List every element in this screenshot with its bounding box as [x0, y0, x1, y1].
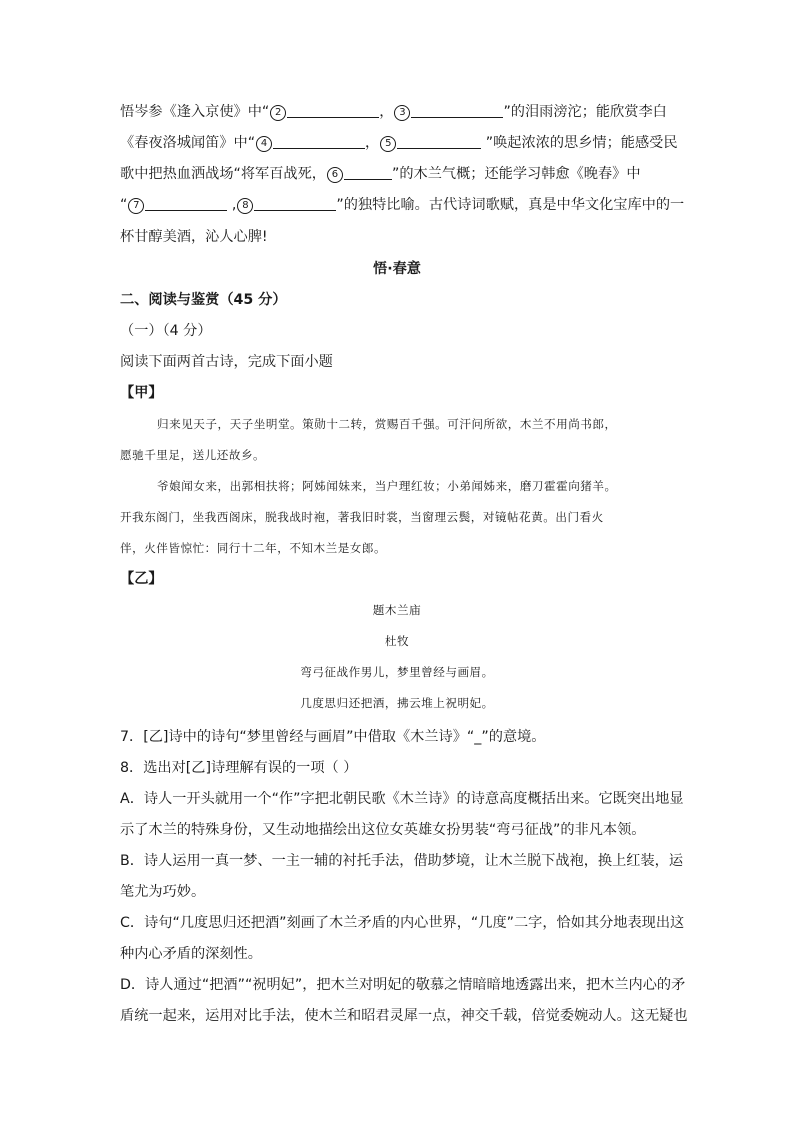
intro-line-3 — [120, 164, 641, 184]
option-a-line: 示了木兰的特殊身份，又生动地描绘出这位女英雄女扮男装“弯弓征战”的非凡本领。 — [120, 822, 646, 838]
jia-label: 【甲】 — [120, 385, 163, 401]
text: ， — [365, 135, 380, 151]
circled-number: 6 — [327, 167, 343, 183]
text: “ — [120, 197, 128, 213]
poem-author: 杜牧 — [384, 634, 410, 648]
jia-line: 伴，火伴皆惊忙：同行十二年，不知木兰是女郎。 — [120, 541, 387, 555]
answer-blank[interactable] — [145, 196, 227, 211]
jia-line: 开我东阁门，坐我西阁床，脱我战时袍，著我旧时裳，当窗理云鬓，对镜帖花黄。出门看火 — [120, 510, 604, 524]
circled-number: 7 — [128, 198, 144, 214]
yi-label: 【乙】 — [120, 571, 163, 587]
answer-blank[interactable] — [273, 134, 365, 149]
answer-blank[interactable] — [397, 134, 481, 149]
circled-number: 2 — [270, 105, 286, 121]
jia-line: 归来见天子，天子坐明堂。策勋十二转，赏赐百千强。可汗问所欲，木兰不用尚书郎， — [157, 417, 617, 431]
option-c-line[interactable]: C．诗句“几度思归还把酒”刻画了木兰矛盾的内心世界，“几度”二字，恰如其分地表现出这 — [120, 915, 685, 931]
part-heading: 二、阅读与鉴赏（45 分） — [120, 292, 287, 308]
question-8: 8．选出对[乙]诗理解有误的一项（ ） — [120, 760, 358, 776]
intro-line-2 — [120, 133, 678, 153]
instruction: 阅读下面两首古诗，完成下面小题 — [120, 354, 333, 370]
option-a-line[interactable]: A．诗人一开头就用一个“作”字把北朝民歌《木兰诗》的诗意高度概括出来。它既突出地显 — [120, 791, 684, 807]
intro-line-4 — [120, 195, 684, 215]
text: 悟岑参《逢入京使》中“ — [120, 104, 270, 120]
text: ”的木兰气概；还能学习韩愈《晚春》中 — [391, 166, 641, 182]
option-d-line: 盾统一起来，运用对比手法，使木兰和昭君灵犀一点，神交千载，倍觉委婉动人。这无疑也 — [120, 1008, 688, 1024]
circled-number: 5 — [380, 136, 396, 152]
text: 歌中把热血洒战场“将军百战死， — [120, 166, 326, 182]
sub-heading: （一）（4 分） — [120, 323, 212, 339]
answer-blank[interactable] — [344, 165, 392, 180]
option-c-line: 种内心矛盾的深刻性。 — [120, 946, 262, 962]
text: , — [227, 197, 237, 213]
answer-blank[interactable] — [254, 196, 336, 211]
jia-line: 爷娘闻女来，出郭相扶将；阿姊闻妹来，当户理红妆；小弟闻姊来，磨刀霍霍向猪羊。 — [157, 479, 617, 493]
answer-blank[interactable] — [287, 103, 379, 118]
option-b-line: 笔尤为巧妙。 — [120, 884, 206, 900]
poem-line: 弯弓征战作男儿，梦里曾经与画眉。 — [300, 665, 494, 679]
poem-line: 几度思归还把酒，拂云堆上祝明妃。 — [300, 696, 494, 710]
circled-number: 3 — [394, 105, 410, 121]
text: ”唤起浓浓的思乡情；能感受民 — [481, 135, 678, 151]
text: 《春夜洛城闻笛》中“ — [120, 135, 256, 151]
jia-line: 愿驰千里足，送儿还故乡。 — [120, 448, 266, 462]
question-7: 7．[乙]诗中的诗句“梦里曾经与画眉”中借取《木兰诗》“_”的意境。 — [120, 729, 546, 745]
intro-line-1 — [120, 102, 667, 122]
circled-number: 4 — [256, 136, 272, 152]
text: ”的泪雨滂沱；能欣赏李白 — [503, 104, 667, 120]
text: ”的独特比喻。古代诗词歌赋，真是中华文化宝库中的一 — [336, 197, 685, 213]
intro-line-5: 杯甘醇美酒，沁人心脾! — [120, 229, 268, 245]
poem-title: 题木兰庙 — [372, 603, 422, 617]
section-title: 悟·春意 — [373, 261, 421, 277]
answer-blank[interactable] — [411, 103, 503, 118]
option-d-line[interactable]: D．诗人通过“把酒”“祝明妃”，把木兰对明妃的敬慕之情暗暗地透露出来，把木兰内心的矛 — [120, 977, 686, 993]
option-b-line[interactable]: B．诗人运用一真一梦、一主一辅的衬托手法，借助梦境，让木兰脱下战袍，换上红装，运 — [120, 853, 684, 869]
text: ， — [379, 104, 394, 120]
circled-number: 8 — [237, 198, 253, 214]
